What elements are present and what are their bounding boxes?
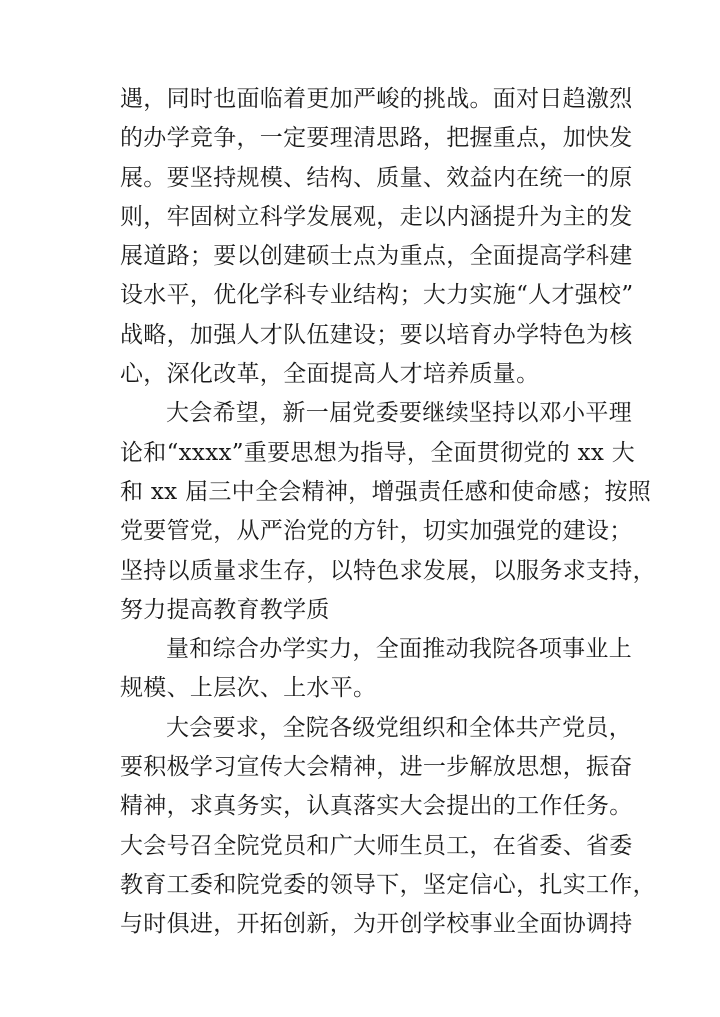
paragraph-2: [120, 394, 656, 630]
text-line: 精神，求真务实，认真落实大会提出的工作任务。: [120, 793, 633, 820]
text-line: 战略，加强人才队伍建设；要以培育办学特色为核: [120, 321, 633, 348]
text-line: 教育工委和院党委的领导下，坚定信心，扎实工作，: [120, 871, 656, 898]
text-line: 设水平，优化学科专业结构；大力实施“人才强校”: [120, 282, 634, 309]
paragraph-3: [120, 630, 632, 709]
text-line: 论和“xxxx”重要思想为指导，全面贯彻党的 xx 大: [120, 439, 636, 466]
body-text: [120, 80, 656, 945]
text-line: 和 xx 届三中全会精神，增强责任感和使命感；按照: [120, 478, 652, 505]
paragraph-4: [120, 709, 656, 945]
text-line: 则，牢固树立科学发展观，走以内涵提升为主的发: [120, 203, 633, 230]
text-line: 的办学竞争，一定要理清思路，把握重点，加快发: [120, 125, 633, 152]
text-line: 努力提高教育教学质: [120, 596, 330, 623]
text-line: 规模、上层次、上水平。: [120, 675, 377, 702]
text-line: 党要管党，从严治党的方针，切实加强党的建设；: [120, 518, 633, 545]
text-line: 展。要坚持规模、结构、质量、效益内在统一的原: [120, 164, 633, 191]
text-line: 心，深化改革，全面提高人才培养质量。: [120, 361, 540, 388]
text-line: 大会要求，全院各级党组织和全体共产党员，: [166, 714, 632, 741]
text-line: 大会号召全院党员和广大师生员工，在省委、省委: [120, 832, 633, 859]
text-line: 与时俱进，开拓创新，为开创学校事业全面协调持: [120, 911, 633, 938]
text-line: 坚持以质量求生存，以特色求发展，以服务求支持，: [120, 557, 656, 584]
text-line: 量和综合办学实力，全面推动我院各项事业上: [166, 636, 632, 663]
text-line: 遇，同时也面临着更加严峻的挑战。面对日趋激烈: [120, 86, 633, 112]
text-line: 展道路；要以创建硕士点为重点，全面提高学科建: [120, 243, 633, 270]
text-line: 大会希望，新一届党委要继续坚持以邓小平理: [166, 400, 632, 427]
text-line: 要积极学习宣传大会精神，进一步解放思想，振奋: [120, 754, 633, 781]
paragraph-1: [120, 80, 634, 394]
